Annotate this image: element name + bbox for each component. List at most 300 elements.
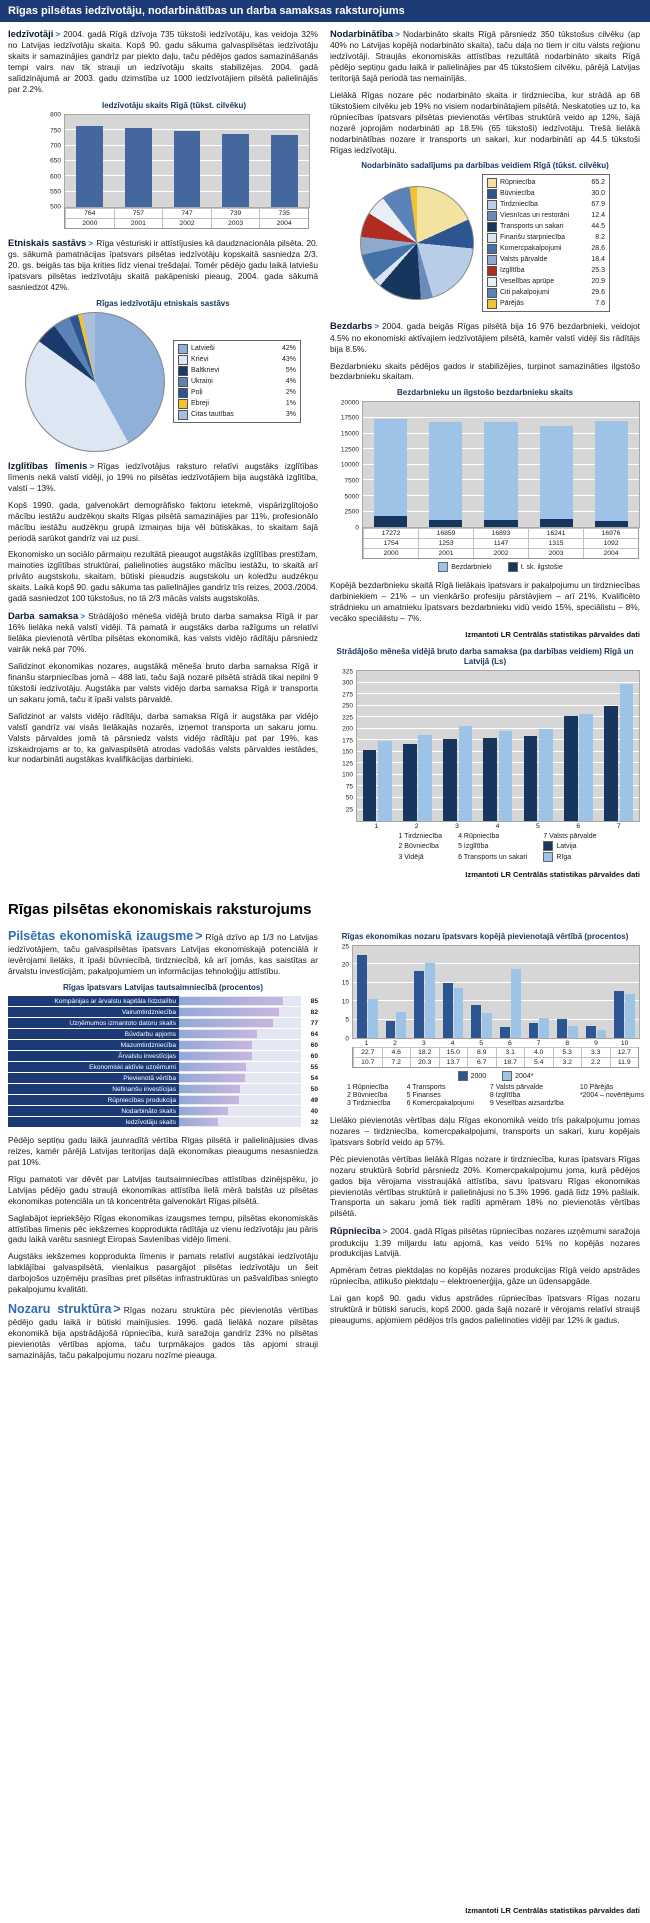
legend-value: 7.6 bbox=[595, 300, 605, 308]
hbar-fill bbox=[179, 1118, 218, 1126]
bar bbox=[529, 1023, 539, 1038]
hbar-fill bbox=[179, 1030, 257, 1038]
legend-item: 1 Tirdzniecība bbox=[398, 833, 443, 841]
y-tick-label: 150 bbox=[342, 748, 353, 756]
table-cell: 6.7 bbox=[467, 1057, 496, 1067]
data-table bbox=[352, 1047, 639, 1068]
x-label: 10 bbox=[620, 1040, 629, 1048]
gridline bbox=[353, 982, 639, 983]
table-cell: 764 bbox=[65, 208, 114, 218]
hbar-label: Iedzīvotāju skaits bbox=[8, 1117, 179, 1127]
legend-color-swatch bbox=[487, 178, 497, 188]
bar bbox=[564, 716, 578, 821]
x-axis-labels bbox=[352, 1040, 639, 1047]
hbar-row bbox=[8, 1007, 318, 1017]
table-cell: 18.7 bbox=[496, 1057, 525, 1067]
bar-subset bbox=[540, 519, 573, 527]
table-cell: 16976 bbox=[583, 528, 638, 538]
legend-label: Ukraiņi bbox=[191, 378, 213, 386]
bar bbox=[222, 134, 249, 207]
below-plot bbox=[346, 1040, 645, 1108]
legend-value: 20.9 bbox=[591, 278, 605, 286]
paragraph-text: Rīga vēsturiski ir attīstījusies kā daudznacionāla pilsēta. 20. gs. sākumā pamatnācijas īpatsvars pilsētas iedzīvotāju kopskaitā sasniedza 2/3. 20. gs. beigās tas bija krities līdz vienai trešdaļai. Tomēr pēdējo gadu laikā latviešu īpatsvars pilsētas iedzīvotāju skaitā pakāpeniski pieaug, 2004. gada sākumā sasniedzot 42%. bbox=[8, 237, 318, 292]
hbar-row bbox=[8, 1062, 318, 1072]
hbar-label: Vairumtirdzniecība bbox=[8, 1007, 179, 1017]
y-tick-label: 15000 bbox=[340, 430, 359, 438]
legend-color-swatch bbox=[487, 233, 497, 243]
hbar-track bbox=[179, 1062, 301, 1072]
rupnieciba-paragraph-3: Lai gan kopš 90. gadu vidus apstrādes rūpniecības īpatsvars Rīgas nozaru struktūrā ir būtiski sarucis, kopš 2000. gada šajā nozarē ir vērojams relatīvi straujš pieaugums, apjomiem pēdējos trīs gados palielinoties vidēji par 12% ik gadus. bbox=[330, 1293, 640, 1326]
legend-value: 29.6 bbox=[591, 289, 605, 297]
riga-share-chart bbox=[8, 983, 318, 1127]
table-cell: 735 bbox=[259, 208, 308, 218]
hbar-row bbox=[8, 996, 318, 1006]
legend-label: Transports un sakari bbox=[500, 223, 564, 231]
table-cell: 1147 bbox=[473, 538, 528, 548]
legend-color-swatch bbox=[543, 852, 553, 862]
legend-color-swatch bbox=[178, 410, 188, 420]
y-tick-label: 700 bbox=[50, 142, 61, 150]
legend-label: Veselības aprūpe bbox=[500, 278, 555, 286]
legend-value: 67.9 bbox=[591, 201, 605, 209]
paragraph-text: Rīgas iedzīvotājus raksturo relatīvi augstāks izglītības līmenis nekā valstī vidēji, jo 19% no pilsētas iedzīvotājiem bija augstākā izglītība, valstī – 13%. bbox=[8, 460, 318, 493]
y-tick-label: 175 bbox=[342, 737, 353, 745]
chevron-icon bbox=[395, 29, 400, 40]
bezdarbs-struktura-paragraph: Kopējā bezdarbnieku skaitā Rīgā lielākais īpatsvars ir pakalpojumu un tirdzniecības darbiniekiem – 21% – un vienkāršo profesiju pārstāvjiem – arī 21%. Kvalificēto strādnieku un amatnieku īpatsvars bezdarbnieku vidū veido 15%, speciālistu – 8%, vecāko speciālistu – 7%. bbox=[330, 580, 640, 624]
hbar-row bbox=[8, 1095, 318, 1105]
bezdarbs-heading: Bezdarbs bbox=[330, 320, 373, 332]
legend-label: Finanšu starpniecība bbox=[500, 234, 565, 242]
y-tick-label: 250 bbox=[342, 702, 353, 710]
chart-title: Rīgas īpatsvars Latvijas tautsaimniecībā (procentos) bbox=[62, 983, 264, 993]
izglitiba-heading: Izglītības līmenis bbox=[8, 459, 88, 471]
y-tick-label: 2500 bbox=[344, 508, 359, 516]
hbar-value: 55 bbox=[310, 1063, 318, 1071]
table-cell: 2002 bbox=[162, 218, 211, 228]
legend-value: 42% bbox=[281, 345, 296, 353]
chevron-icon bbox=[88, 238, 93, 249]
x-label: 1 bbox=[364, 1040, 369, 1048]
legend-color-swatch bbox=[502, 1071, 512, 1081]
x-label: 2 bbox=[414, 823, 419, 831]
y-axis bbox=[330, 942, 352, 1042]
legend-color-swatch bbox=[178, 355, 188, 365]
hbar-row bbox=[8, 1051, 318, 1061]
izglitiba-paragraph-1 bbox=[8, 460, 318, 494]
legend-label: Viesnīcas un restorāni bbox=[500, 212, 570, 220]
hbar-label: Ārvalstu investīcijas bbox=[8, 1051, 179, 1061]
darba-samaksa-heading: Darba samaksa bbox=[8, 610, 79, 622]
x-label: 4 bbox=[495, 823, 500, 831]
bar bbox=[454, 988, 464, 1038]
table-cell: 2001 bbox=[418, 548, 473, 558]
gridline bbox=[357, 716, 639, 717]
table-cell: 3.3 bbox=[581, 1047, 610, 1057]
y-tick-label: 650 bbox=[50, 157, 61, 165]
table-cell: 22.7 bbox=[353, 1047, 382, 1057]
plot-area bbox=[356, 670, 640, 822]
legend-value: 25.3 bbox=[591, 267, 605, 275]
y-tick-label: 5000 bbox=[344, 492, 359, 500]
x-label: 7 bbox=[616, 823, 621, 831]
hbar-row bbox=[8, 1084, 318, 1094]
table-cell: 17272 bbox=[363, 528, 418, 538]
legend-color-swatch bbox=[178, 399, 188, 409]
legend-item: 7 Valsts pārvalde bbox=[489, 1084, 544, 1092]
pie-legend bbox=[482, 174, 610, 312]
pie-block bbox=[8, 312, 318, 452]
hbar-fill bbox=[179, 1008, 279, 1016]
legend-label: Baltkrievi bbox=[191, 367, 220, 375]
table-cell: 2002 bbox=[473, 548, 528, 558]
izaugsme-paragraph-2: Rīgu pamatoti var dēvēt par Latvijas tautsaimniecības attīstības dzinējspēku, jo Latvijas pēdējo gadu straujā ekonomikas attīstība lielā mērā balstās uz pilsētas ekonomikas potenciāla un tā koncentrēta galvenokārt Rīgas pilsētā. bbox=[8, 1173, 318, 1206]
bar-total bbox=[484, 422, 517, 528]
table-cell: 2004 bbox=[583, 548, 638, 558]
hbar-value: 40 bbox=[310, 1107, 318, 1115]
izaugsme-paragraph-1: Pēdējo septiņu gadu laikā jaunradītā vērtība Rīgas pilsētā ir palielinājusies divas reizes, kamēr pārējā Latvijas teritorijas daļā ekonomikas pieaugums nesasniedza pat 10%. bbox=[8, 1135, 318, 1167]
chart-title: Nodarbināto sadalījums pa darbības veidiem Rīgā (tūkst. cilvēku) bbox=[361, 161, 609, 171]
table-cell: 2000 bbox=[363, 548, 418, 558]
chart-title: Rīgas iedzīvotāju etniskais sastāvs bbox=[96, 298, 230, 308]
iedzivotaji-paragraph bbox=[8, 28, 318, 95]
legend-item: 3 Vidējā bbox=[398, 853, 424, 861]
legend-color-swatch bbox=[487, 211, 497, 221]
x-label: 6 bbox=[507, 1040, 512, 1048]
nodarbinatiba-paragraph-1 bbox=[330, 28, 640, 84]
bar bbox=[579, 714, 593, 821]
bezdarbs-paragraph-2: Bezdarbnieku skaits pēdējos gados ir stabilizējies, turpinot samazināties ilgstošo bezdarbnieku skaitam. bbox=[330, 360, 640, 382]
chart-title: Iedzīvotāju skaits Rīgā (tūkst. cilvēku) bbox=[101, 100, 247, 110]
y-tick-label: 275 bbox=[342, 690, 353, 698]
category-legend bbox=[356, 833, 639, 862]
rupnieciba-paragraph-2: Apmēram četras piektdaļas no kopējās nozares produkcijas Rīgā veido apstrādes rūpniecība, atlikušo piektdaļu – elektroenerģija, gāze un ūdensapgāde. bbox=[330, 1265, 640, 1287]
hbar-track bbox=[179, 1095, 301, 1105]
legend-row bbox=[487, 188, 605, 199]
legend-row bbox=[487, 177, 605, 188]
table-cell: 2.2 bbox=[581, 1057, 610, 1067]
chart-axes bbox=[330, 399, 640, 532]
legend-label: Latvija bbox=[556, 842, 577, 850]
y-tick-label: 300 bbox=[342, 679, 353, 687]
hbar-track bbox=[179, 1073, 301, 1083]
bar bbox=[459, 726, 473, 821]
paragraph-text: Rīgā dzīvo ap 1/3 no Latvijas iedzīvotājiem, taču galvaspilsētas īpatsvars Latvijas ekonomiskajā potenciālā ir ievērojami lielāks, it īpaši būvniecībā, tirdzniecībā, kā arī jomās, kas saistītas ar ārvalstu investīcijām, pakalpojumiem un informācijas tehnoloģiju attīstību. bbox=[8, 932, 318, 977]
paragraph-text: Strādājošo mēneša vidējā bruto darba samaksa Rīgā ir par 16% lielāka nekā valstī vidēji. Tā pamatā ir augstāks darba ražīgums un relatīvi lielāka pievienotā vērtība pilsētas ekonomikā, kas valsts vidējo rādītāju pārsniedz vairāk nekā par 70%. bbox=[8, 611, 318, 655]
bar bbox=[614, 991, 624, 1038]
y-tick-label: 500 bbox=[50, 203, 61, 211]
legend-item: 1 Rūpniecība bbox=[346, 1084, 389, 1092]
hbar-value: 32 bbox=[310, 1118, 318, 1126]
bar bbox=[568, 1026, 578, 1038]
nozaru-paragraph bbox=[8, 1301, 318, 1361]
legend-row bbox=[178, 376, 296, 387]
legend-label: Tirdzniecība bbox=[500, 201, 538, 209]
table-cell: 3.1 bbox=[496, 1047, 525, 1057]
ethnic-pie-chart bbox=[8, 299, 318, 452]
legend-row bbox=[487, 265, 605, 276]
hbar-label: Nefinanšu investīcijas bbox=[8, 1084, 179, 1094]
chevron-icon bbox=[113, 1301, 120, 1317]
plot-area bbox=[362, 401, 640, 528]
bar bbox=[586, 1026, 596, 1038]
bar bbox=[524, 736, 538, 821]
hbar-value: 60 bbox=[310, 1052, 318, 1060]
source-note: Izmantoti LR Centrālās statistikas pārvaldes dati bbox=[465, 630, 640, 640]
bar bbox=[539, 1018, 549, 1038]
paragraph-text: Rīgas nozaru struktūra pēc pievienotās vērtības pēdējo gadu laikā ir būtiski mainījusies. 1996. gadā lielākā nozare pilsētas ekonomikā bija apstrādājošā rūpniecība, kurā saražoja gandrīz 23% no pilsētas pievienotās vērtības apjoma, taču turpmākajos gados tās apjomi strauji samazinājās, taču pakalpojumu nozaru nozīme pieauga. bbox=[8, 1305, 318, 1361]
nozaru-heading: Nozaru struktūra bbox=[8, 1302, 112, 1317]
y-tick-label: 0 bbox=[345, 1034, 349, 1042]
legend-color-swatch bbox=[487, 288, 497, 298]
bar bbox=[557, 1019, 567, 1039]
legend-label: Bezdarbnieki bbox=[451, 563, 492, 571]
nozaru-detalas-paragraph-1: Lielāko pievienotās vērtības daļu Rīgas ekonomikā veido trīs pakalpojumu jomas nozares – tirdzniecība, komercpakalpojumi, transports un sakari, kuru kopējais īpatsvars šobrīd veido ap 57%. bbox=[330, 1115, 640, 1147]
hbar-track bbox=[179, 1106, 301, 1116]
legend-row bbox=[178, 409, 296, 420]
chart-axes bbox=[38, 111, 310, 211]
y-tick-label: 25 bbox=[345, 806, 353, 814]
hbar-label: Kompānijas ar ārvalstu kapitāla līdzdalību bbox=[8, 996, 179, 1006]
chevron-icon bbox=[89, 461, 94, 472]
y-tick-label: 17500 bbox=[340, 414, 359, 422]
hbar-fill bbox=[179, 997, 283, 1005]
population-chart bbox=[38, 101, 310, 229]
pie-legend bbox=[173, 340, 301, 423]
ethnic-pie bbox=[25, 312, 165, 452]
legend-label: Rūpniecība bbox=[500, 179, 536, 187]
legend-item: 2 Būvniecība bbox=[346, 1092, 388, 1100]
hbar-value: 49 bbox=[310, 1096, 318, 1104]
legend-color-swatch bbox=[487, 255, 497, 265]
legend-color-swatch bbox=[458, 1071, 468, 1081]
legend-row bbox=[487, 243, 605, 254]
y-tick-label: 600 bbox=[50, 172, 61, 180]
chart-title: Strādājošo mēneša vidējā bruto darba samaksa (pa darbības veidiem) Rīgā un Latvijā (Ls) bbox=[336, 647, 634, 667]
hbar-label: Pievienotā vērtība bbox=[8, 1073, 179, 1083]
hbar-fill bbox=[179, 1041, 252, 1049]
hbar-row bbox=[8, 1117, 318, 1127]
hbar-fill bbox=[179, 1019, 273, 1027]
legend-color-swatch bbox=[487, 266, 497, 276]
hbar-track bbox=[179, 996, 301, 1006]
izaugsme-paragraph-3: Saglabājot iepriekšējo Rīgas ekonomikas izaugsmes tempu, pilsētas ekonomiskās attīstības līmenis pēc iekšzemes kopprodukta rādītāja uz vienu iedzīvotāju jau pāris gadu laikā varētu sasniegt Eiropas Savienības vidējo līmeni. bbox=[8, 1212, 318, 1245]
y-axis bbox=[38, 111, 64, 211]
legend-row bbox=[487, 210, 605, 221]
bar-total bbox=[595, 421, 628, 527]
bar bbox=[418, 735, 432, 821]
legend-value: 30.0 bbox=[591, 190, 605, 198]
x-label: 4 bbox=[450, 1040, 455, 1048]
gridline bbox=[353, 1000, 639, 1001]
paragraph-text: 2004. gada beigās Rīgas pilsētā bija 16 976 bezdarbnieki, veidojot 4.5% no ekonomiski aktīvajiem iedzīvotājiem pilsētā, kamēr valstī vidēji šis rādītājs bija 8.5%. bbox=[330, 321, 640, 354]
bar bbox=[483, 738, 497, 821]
plot-area bbox=[352, 945, 640, 1039]
data-table bbox=[362, 528, 639, 559]
legend-item bbox=[502, 1071, 533, 1081]
legend-value: 43% bbox=[281, 356, 296, 364]
section2-title: Rīgas pilsētas ekonomiskais raksturojums bbox=[8, 901, 312, 919]
legend-item bbox=[458, 1071, 487, 1081]
legend-item: 9 Veselības aizsardzība bbox=[489, 1100, 564, 1108]
table-cell: 12.7 bbox=[610, 1047, 639, 1057]
iedzivotaji-heading: Iedzīvotāji bbox=[8, 28, 54, 39]
right-column-top bbox=[330, 28, 640, 887]
hbar-row bbox=[8, 1073, 318, 1083]
x-label: 3 bbox=[455, 823, 459, 831]
legend-color-swatch bbox=[508, 562, 518, 572]
category-legend bbox=[346, 1084, 645, 1108]
hbar-value: 82 bbox=[310, 1008, 318, 1016]
izglitiba-paragraph-2: Kopš 1990. gada, galvenokārt demogrāfisko faktoru ietekmē, vispārizglītojošo mācību iestāžu audzēkņu skaits Rīgas pilsētā samazinājies par 11%, profesionālo mācību iestāžu audzēkņu grupā izmaiņas bija vēl būtiskākas, to skaitam šajā periodā sarūkot gandrīz vai uz pusi. bbox=[8, 499, 318, 543]
hbar-track bbox=[179, 1084, 301, 1094]
table-cell: 5.3 bbox=[553, 1047, 582, 1057]
bar bbox=[425, 963, 435, 1038]
hbar-row bbox=[8, 1029, 318, 1039]
bar bbox=[499, 731, 513, 821]
nozaru-detalas-paragraph-2: Pēc pievienotās vērtības lielākā Rīgas nozare ir tirdzniecība, kuras īpatsvars Rīgas nozaru struktūrā šobrīd pārsniedz 20%. Komercpakalpojumu joma, kurā pēdējos gados bija vērojama visstraujākā attīstība, savu īpatsvaru Rīgas ekonomikas pievienotās vērtības struktūrā ir palielinājusi no 5.3% 1996. gadā līdz 19% pašlaik. Transporta un sakaru jomā tiek radīti apmēram 18% no pievienotās vērtības pilsētā. bbox=[330, 1153, 640, 1219]
chevron-icon bbox=[195, 928, 202, 944]
chevron-icon bbox=[80, 611, 85, 622]
chevron-icon bbox=[383, 1226, 388, 1237]
bar bbox=[363, 750, 377, 822]
source-note: Izmantoti LR Centrālās statistikas pārvaldes dati bbox=[465, 1906, 640, 1915]
darba-samaksa-paragraph-3: Salīdzinot ar valsts vidējo rādītāju, darba samaksa Rīgā ir augstāka par vidējo valstī gandrīz vai visās lielākajās nozarēs, izņemot transporta un sakaru jomu. Valsts pārvaldes jomā tā pārsniedz valsts vidējo rādītāju pat par 19%, kas izskaidrojams ar to, ka galvaspilsētā atrodas vadošās valsts pārvaldes iestādes, kur nodarbināti augstākas kvalifikācijas darbinieki. bbox=[8, 710, 318, 765]
bar bbox=[511, 969, 521, 1038]
y-tick-label: 800 bbox=[50, 111, 61, 119]
y-tick-label: 20000 bbox=[340, 399, 359, 407]
hbar-track bbox=[179, 1018, 301, 1028]
hbar-fill bbox=[179, 1107, 228, 1115]
legend-value: 5% bbox=[285, 367, 296, 375]
hbar-label: Uzņēmumos izmantoto datoru skaits bbox=[8, 1018, 179, 1028]
hbar-track bbox=[179, 1040, 301, 1050]
darba-samaksa-paragraph-2: Salīdzinot ekonomikas nozares, augstākā mēneša bruto darba samaksa Rīgā ir finanšu starpniecības jomā – 488 lati, taču šajā nozarē pilsētā strādā tikai nepilni 9 tūkstoši iedzīvotāju. Augstāka par valsts vidējo darba samaksa Rīgā ir transporta un sakaru jomā, taču it īpaši valsts pārvaldē. bbox=[8, 661, 318, 704]
table-cell: 2004 bbox=[259, 218, 308, 228]
legend-label: Pārējās bbox=[500, 300, 524, 308]
x-label: 6 bbox=[576, 823, 581, 831]
sector-structure-chart bbox=[330, 930, 645, 1108]
rupnieciba-heading: Rūpniecība bbox=[330, 1225, 381, 1237]
table-cell: 16893 bbox=[473, 528, 528, 538]
unemployment-chart bbox=[330, 388, 640, 572]
hbar-value: 77 bbox=[310, 1019, 318, 1027]
legend-value: 12.4 bbox=[591, 212, 605, 220]
x-label: 8 bbox=[565, 1040, 570, 1048]
legend-row bbox=[178, 354, 296, 365]
legend-row bbox=[487, 221, 605, 232]
legend-row bbox=[487, 287, 605, 298]
hbar-value: 85 bbox=[310, 997, 318, 1005]
izaugsme-paragraph bbox=[8, 928, 318, 977]
legend-row bbox=[178, 398, 296, 409]
legend-label: Ebreji bbox=[191, 400, 209, 408]
legend-color-swatch bbox=[487, 222, 497, 232]
hbar-row bbox=[8, 1040, 318, 1050]
gridline bbox=[353, 963, 639, 964]
bar bbox=[597, 1030, 607, 1038]
legend-row bbox=[178, 365, 296, 376]
y-tick-label: 20 bbox=[341, 961, 349, 969]
legend-color-swatch bbox=[178, 344, 188, 354]
bar bbox=[471, 1005, 481, 1038]
y-tick-label: 75 bbox=[345, 783, 353, 791]
table-cell: 1315 bbox=[528, 538, 583, 548]
pie-block bbox=[330, 174, 640, 312]
hbar-value: 64 bbox=[310, 1030, 318, 1038]
legend-value: 44.5 bbox=[591, 223, 605, 231]
x-axis-labels bbox=[356, 823, 639, 830]
legend-color-swatch bbox=[178, 366, 188, 376]
y-tick-label: 325 bbox=[342, 667, 353, 675]
legend-item: 10 Pārējās bbox=[579, 1084, 614, 1092]
bar bbox=[500, 1027, 510, 1038]
bar bbox=[414, 971, 424, 1038]
legend-color-swatch bbox=[487, 277, 497, 287]
legend-item bbox=[543, 841, 596, 851]
legend-item: 2 Būvniecība bbox=[398, 842, 439, 850]
legend-color-swatch bbox=[543, 841, 553, 851]
y-tick-label: 10 bbox=[341, 997, 349, 1005]
legend-color-swatch bbox=[487, 189, 497, 199]
legend-value: 28.6 bbox=[591, 245, 605, 253]
below-plot bbox=[362, 528, 639, 572]
table-cell: 10.7 bbox=[353, 1057, 382, 1067]
legend-item: 7 Valsts pārvalde bbox=[543, 833, 597, 841]
top-section bbox=[0, 22, 650, 893]
gridline bbox=[357, 705, 639, 706]
legend-label: Citi pakalpojumi bbox=[500, 289, 550, 297]
legend-label: Latvieši bbox=[191, 345, 215, 353]
bar bbox=[271, 135, 298, 207]
plot-area bbox=[64, 114, 310, 208]
bar bbox=[620, 684, 634, 821]
chevron-icon bbox=[374, 321, 379, 332]
table-cell: 18.2 bbox=[410, 1047, 439, 1057]
legend-note: *2004 – novērtējums bbox=[579, 1092, 645, 1100]
hbar-value: 50 bbox=[310, 1085, 318, 1093]
legend-value: 3% bbox=[285, 411, 296, 419]
paragraph-text: 2004. gadā Rīgā dzīvoja 735 tūkstoši iedzīvotāju, kas veidoja 32% no Latvijas iedzīvotāju skaita. Kopš 90. gadu sākuma galvaspilsētas iedzīvotāju skaits ir samazinājies gandrīz par piekto daļu, taču pēdējos gados samazināšanās tempi vairs nav tik strauji un iedzīvotāju skaits stabilizējas. 2004. gadā salīdzinājumā ar 2003. gadu dzimstība uz 1000 iedzīvotājiem pilsētā palielinājās par 2.2%. bbox=[8, 29, 318, 94]
gridline bbox=[363, 417, 639, 418]
wages-chart bbox=[330, 647, 640, 862]
table-cell: 2003 bbox=[211, 218, 260, 228]
legend-item bbox=[543, 852, 596, 862]
izaugsme-heading: Pilsētas ekonomiskā izaugsme bbox=[8, 929, 194, 944]
chart-title: Bezdarbnieku un ilgstošo bezdarbnieku skaits bbox=[396, 388, 574, 398]
table-cell: 747 bbox=[162, 208, 211, 218]
chevron-icon bbox=[55, 29, 60, 40]
table-cell: 13.7 bbox=[439, 1057, 468, 1067]
table-cell: 757 bbox=[114, 208, 163, 218]
hbar-label: Ekonomiski aktīvie uzņēmumi bbox=[8, 1062, 179, 1072]
table-cell: 739 bbox=[211, 208, 260, 218]
legend-label: Krievi bbox=[191, 356, 209, 364]
bar-subset bbox=[429, 520, 462, 528]
legend-row bbox=[487, 298, 605, 309]
y-tick-label: 25 bbox=[341, 942, 349, 950]
gridline bbox=[357, 682, 639, 683]
legend-value: 8.2 bbox=[595, 234, 605, 242]
izglitiba-paragraph-3: Ekonomisko un sociālo pārmaiņu rezultātā pieaugot augstākās izglītības prestižam, mainoties izglītības struktūrai, palielinoties augstāko mācību iestāžu, to skaitā arī privāto augstskolu, skaitam, būtiski pieaudzis augstskolu un koledžu audzēkņu skaits. Laikā kopš 90. gadu sākuma tas palielinājies gandrīz trīs reizes, 2003./2004. gadā sasniedzot 100 tūkstošus, no tā 2/3 mācās valsts augstskolās. bbox=[8, 549, 318, 604]
right-column-bottom bbox=[330, 928, 645, 1917]
hbar-value: 54 bbox=[310, 1074, 318, 1082]
hbar-value: 60 bbox=[310, 1041, 318, 1049]
legend-value: 65.2 bbox=[591, 179, 605, 187]
source-note: Izmantoti LR Centrālās statistikas pārvaldes dati bbox=[465, 870, 640, 880]
hbar-track bbox=[179, 1029, 301, 1039]
bar bbox=[378, 741, 392, 821]
gridline bbox=[357, 728, 639, 729]
